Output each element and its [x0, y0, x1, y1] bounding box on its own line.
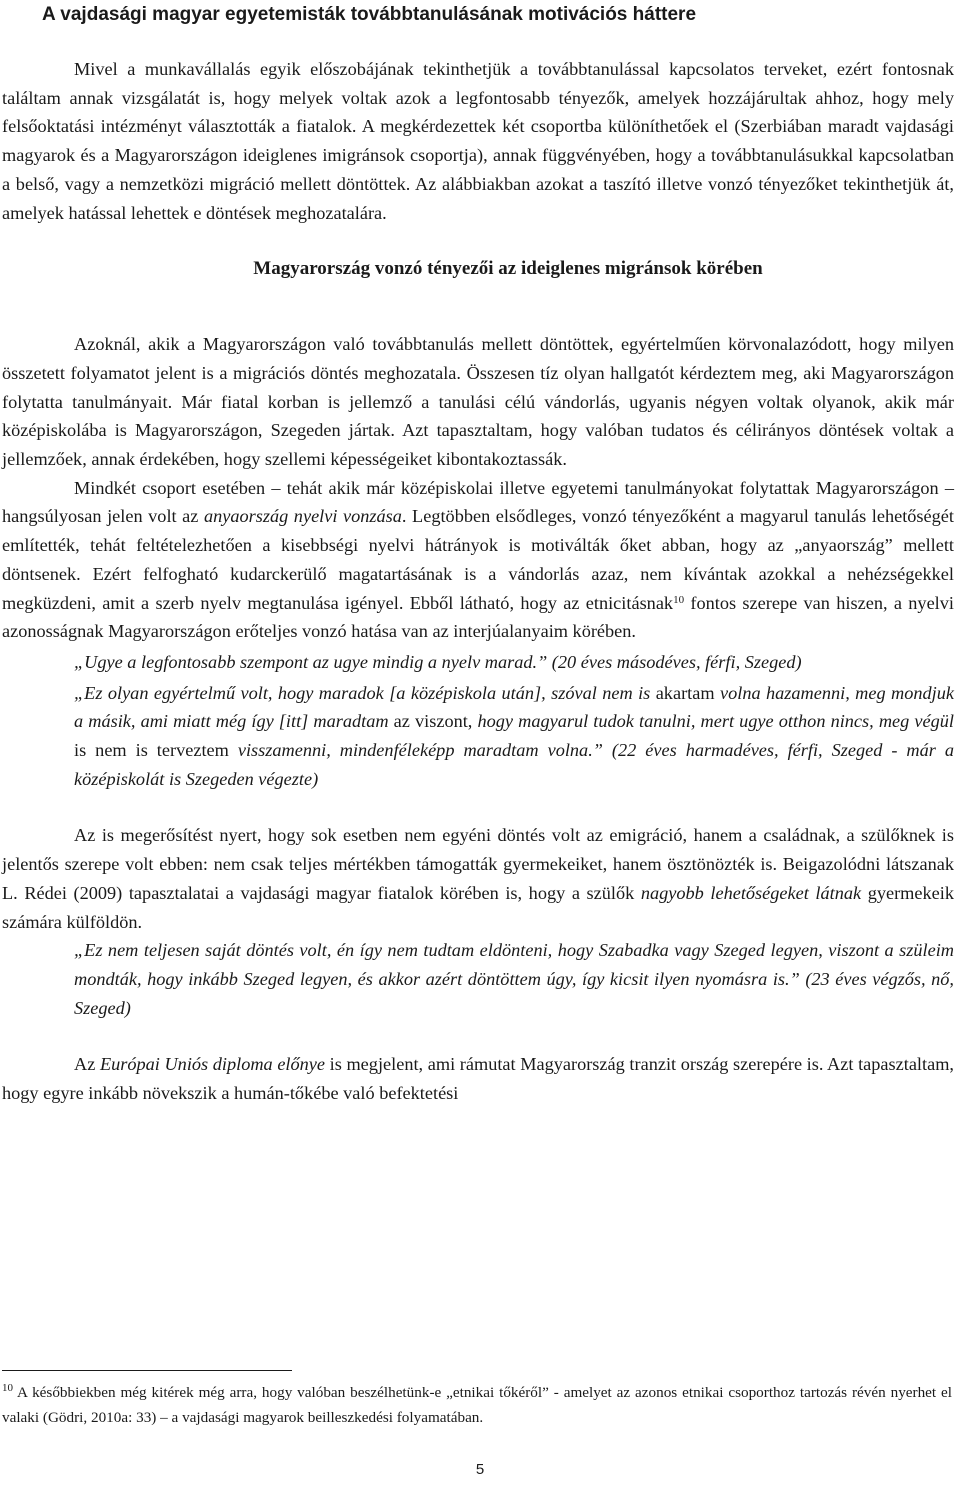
page-number: 5 — [475, 1461, 485, 1478]
quote-3-text: „Ez nem teljesen saját döntés volt, én így nem tudtam eldönteni, hogy Szabadka vagy Szeged legyen, viszont a szüleim mondták, hogy inkább Szeged legyen, és akkor azért döntöttem úgy, így kicsit ilyen nyomásra is.” (23 éves végzős, nő, Szeged) — [74, 940, 954, 1018]
paragraph-3-text-1: Mindkét csoport esetében – tehát akik már középiskolai illetve egyetemi tanulmányokat folytattak Magyarországon – hangsúlyosan jelen volt az — [2, 477, 954, 527]
interview-quote-1 — [74, 648, 954, 677]
footnote-text: A későbbiekben még kitérek még arra, hogy valóban beszélhetünk-e „etnikai tőkéről” - amelyet az azonos etnikai csoporthoz tartozás révén nyerhet el valaki (Gödri, 2010a: 33) – a vajdasági magyarok beilleszkedési folyamatában. — [2, 1384, 952, 1426]
section-heading: Magyarország vonzó tényezői az ideiglenes migránsok körében — [253, 258, 763, 280]
quote-2-text-2: akartam — [650, 682, 720, 703]
interview-quote-2 — [74, 679, 954, 794]
quote-1-text: „Ugye a legfontosabb szempont az ugye mindig a nyelv marad.” (20 éves másodéves, férfi, Szeged) — [74, 651, 802, 672]
paragraph-3-text-3: fontos szerepe van hiszen, a nyelvi azonosságnak Magyarországon erőteljes vonzó hatása van az interjúalanyaim körében. — [2, 592, 954, 642]
paragraph-2: Azoknál, akik a Magyarországon való továbbtanulás mellett döntöttek, egyértelműen körvonalazódott, hogy milyen összetett folyamatot jelent is a migrációs döntés meghozatala. Összesen tíz olyan hallgatót kérdeztem meg, aki Magyarországon folytatta tanulmányait. Már fiatal korban is jellemző a tanulási célú vándorlás, ugyanis négyen voltak olyanok, akik már középiskolába is Magyarországon, Szegeden jártak. Azt tapasztaltam, hogy valóban tudatos és célirányos döntések voltak a jellemzőek, annak érdekében, hogy szellemi képességeiket kibontakoztassák. — [2, 334, 954, 470]
quote-2-text-5: hogy magyarul tudok tanulni, mert ugye otthon nincs, meg végül — [477, 711, 954, 732]
paragraph-5-text-2: is megjelent, ami rámutat Magyarország tranzit ország szerepére is. Azt tapasztaltam, hogy egyre inkább növekszik a humán-tőkébe való befektetési — [2, 1054, 954, 1104]
paragraph-3-text-2: . Legtöbben elsődleges, vonzó tényezőként a magyarul tanulás lehetőségét említették, tehát feltételezhetően a kisebbségi nyelvi hátrányok is motiválták őket abban, hogy az „anyaország” mellett döntsenek. Ezért felfogható kudarckerülő magatartásának is a vándorlás azaz, nem kívántak azokkal a nehézségekkel megküzdeni, amit a szerb nyelv megtanulása igényel. Ebből látható, hogy az etnicitásnak — [2, 506, 954, 613]
paragraph-3-emphasis: anyaország nyelvi vonzása — [203, 506, 402, 527]
page-title: A vajdasági magyar egyetemisták továbbtanulásának motivációs háttere — [42, 4, 697, 25]
paragraph-4 — [2, 821, 954, 936]
paragraph-5 — [2, 1050, 954, 1107]
footnote — [2, 1380, 952, 1430]
paragraph-4-text-1: Az is megerősítést nyert, hogy sok esetben nem egyéni döntés volt az emigráció, hanem a családnak, a szülőknek is jelentős szerepe volt ebben: nem csak teljes mértékben támogatták gyermekeiket, hanem ösztönözték is. Beigazolódni látszanak L. Rédei (2009) tapasztalatai a vajdasági magyar fiatalok körében is, hogy a szülők — [2, 825, 954, 903]
quote-2-text-4: az viszont, — [388, 711, 478, 732]
footnote-marker: 10 — [2, 1382, 13, 1394]
paragraph-4-emphasis: nagyobb lehetőségeket látnak — [640, 882, 862, 903]
quote-2-text-7: visszamenni, mindenféleképp maradtam volna.” (22 éves harmadéves, férfi, Szeged - már a középiskolát is Szegeden végezte) — [74, 740, 954, 789]
paragraph-4-text-2: gyermekeik számára külföldön. — [2, 882, 954, 932]
quote-2-text-6: is nem is terveztem — [74, 740, 238, 761]
paragraph-3 — [2, 474, 954, 646]
quote-2-text-3: volna hazamenni, meg mondjuk a másik, ami miatt még így [itt] maradtam — [74, 682, 955, 732]
quote-2-text-1: „Ez olyan egyértelmű volt, hogy maradok [a középiskola után], szóval nem is — [74, 682, 651, 703]
footnote-reference[interactable]: 10 — [673, 593, 685, 606]
paragraph-5-emphasis: Európai Uniós diploma előnye — [99, 1054, 326, 1075]
interview-quote-3 — [74, 936, 954, 1022]
paragraph-5-text-1: Az — [74, 1054, 100, 1075]
intro-paragraph: Mivel a munkavállalás egyik előszobájának tekinthetjük a továbbtanulással kapcsolatos terveket, ezért fontosnak találtam annak vizsgálatát is, hogy melyek voltak azok a legfontosabb tényezők, amelyek hozzájárultak ahhoz, hogy mely felsőoktatási intézményt választották a fiatalok. A megkérdezettek két csoportba különíthetőek el (Szerbiában maradt vajdasági magyarok és a Magyarországon ideiglenes imigránsok csoportja), annak függvényében, hogy a továbbtanulásukkal kapcsolatban a belső, vagy a nemzetközi migráció mellett döntöttek. Az alábbiakban azokat a taszító illetve vonzó tényezőket tekinthetjük át, amelyek hatással lehettek e döntések meghozatalára. — [2, 59, 954, 223]
footnote-separator — [2, 1370, 292, 1371]
